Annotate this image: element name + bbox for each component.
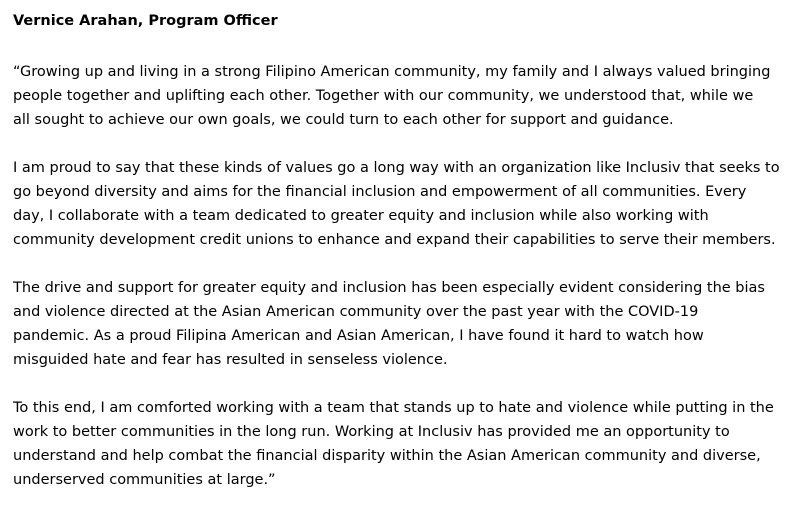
paragraph-3-line-3: pandemic. As a proud Filipina American and Asian American, I have found it hard to watch how	[13, 328, 704, 344]
paragraph-3-line-1: The drive and support for greater equity and inclusion has been especially evident considering the bias	[13, 280, 765, 296]
paragraph-2-line-3: day, I collaborate with a team dedicated to greater equity and inclusion while also working with	[13, 208, 709, 224]
paragraph-3-line-4: misguided hate and fear has resulted in senseless violence.	[13, 352, 448, 368]
paragraph-4-line-3: understand and help combat the financial disparity within the Asian American community and diverse,	[13, 448, 761, 464]
author-heading: Vernice Arahan, Program Officer	[13, 13, 278, 29]
paragraph-4-line-4: underserved communities at large.”	[13, 472, 276, 488]
paragraph-2-line-4: community development credit unions to enhance and expand their capabilities to serve their members.	[13, 232, 776, 248]
paragraph-4-line-2: work to better communities in the long run. Working at Inclusiv has provided me an opportunity to	[13, 424, 730, 440]
paragraph-3-line-2: and violence directed at the Asian American community over the past year with the COVID-19	[13, 304, 699, 320]
paragraph-2-line-2: go beyond diversity and aims for the financial inclusion and empowerment of all communities. Every	[13, 184, 747, 200]
paragraph-4-line-1: To this end, I am comforted working with a team that stands up to hate and violence while putting in the	[13, 400, 774, 416]
paragraph-1-line-3: all sought to achieve our own goals, we could turn to each other for support and guidance.	[13, 112, 674, 128]
paragraph-2-line-1: I am proud to say that these kinds of values go a long way with an organization like Inclusiv that seeks to	[13, 160, 780, 176]
paragraph-1-line-2: people together and uplifting each other. Together with our community, we understood that, while we	[13, 88, 754, 104]
paragraph-1-line-1: “Growing up and living in a strong Filipino American community, my family and I always valued bringing	[13, 64, 771, 80]
